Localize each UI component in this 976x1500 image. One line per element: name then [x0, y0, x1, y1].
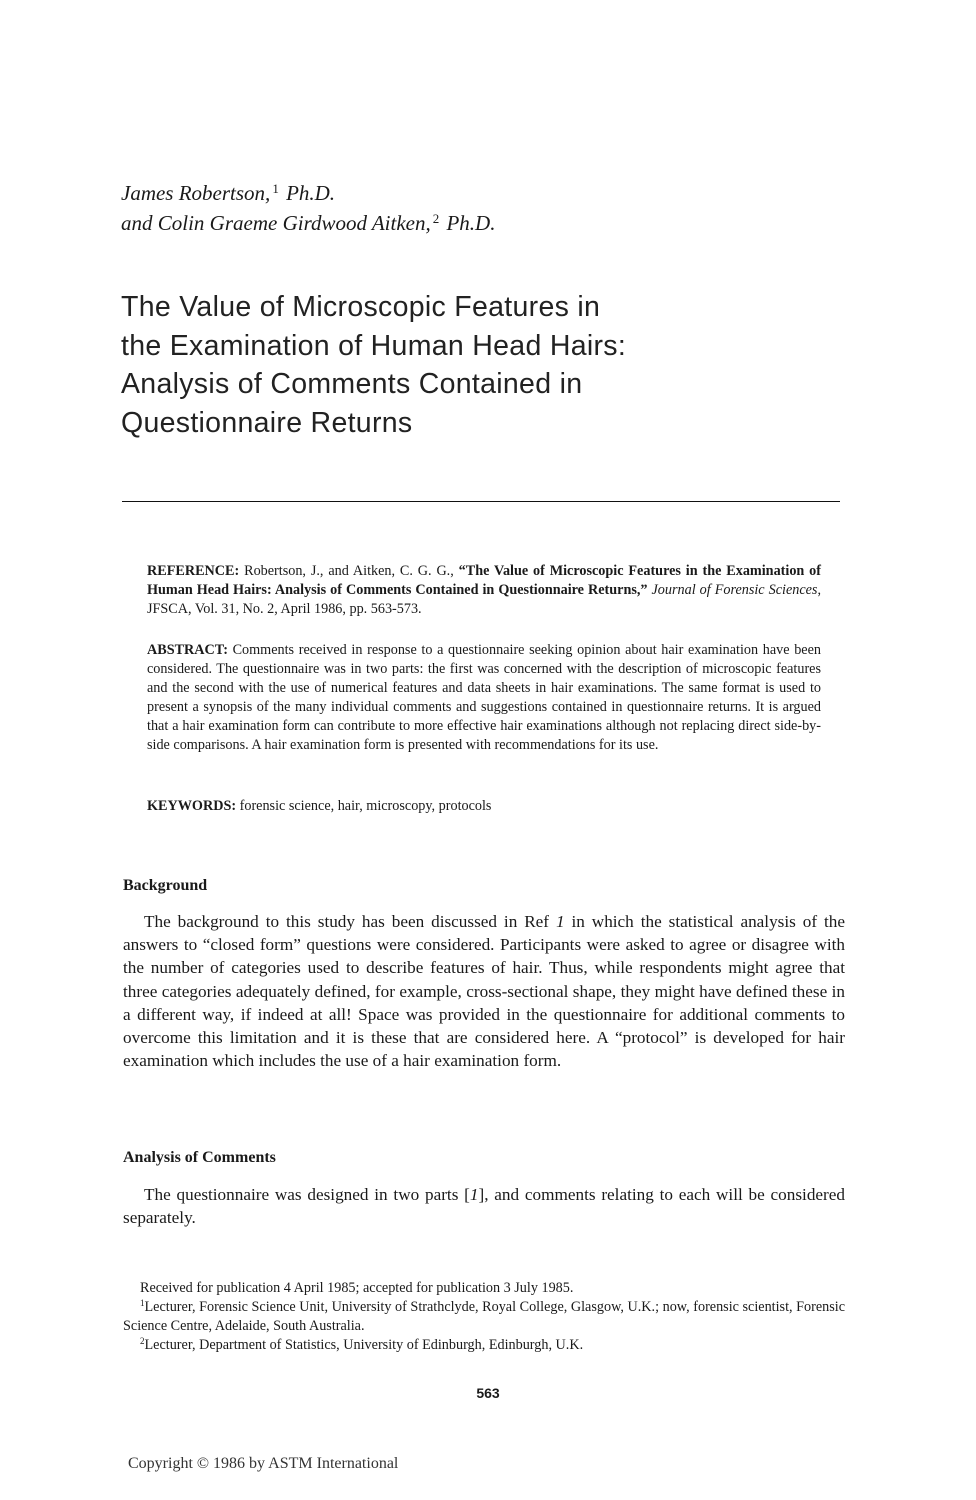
footnote-2-text: Lecturer, Department of Statistics, University of Edinburgh, Edinburgh, U.K. [144, 1337, 584, 1353]
background-section [123, 910, 845, 1072]
footnote-2-mark: 2 [140, 1336, 145, 1346]
author-degree-2: Ph.D. [446, 211, 496, 235]
analysis-text-start: The questionnaire was designed in two parts [ [144, 1185, 470, 1204]
reference-block [147, 562, 821, 619]
reference-authors: Robertson, J., and Aitken, C. G. G., [239, 563, 459, 579]
reference-article-title: “The Value of Microscopic Features in the Examination of Human Head Hairs: Analysis of Comments Contained in Questionnaire Returns,” [147, 563, 821, 598]
author-name-1: James Robertson, [121, 181, 271, 205]
abstract-label: ABSTRACT: [147, 642, 228, 658]
analysis-text-end: ], and comments relating to each will be considered separately. [123, 1185, 845, 1228]
background-paragraph [123, 910, 845, 1072]
copyright-notice: Copyright © 1986 by ASTM International [128, 1455, 399, 1472]
keywords-block [147, 797, 821, 816]
abstract-text: Comments received in response to a questionnaire seeking opinion about hair examination have been considered. The questionnaire was in two parts: the first was concerned with the description of microscopic features and the second with the use of numerical features and data sheets in hair examinations. The same format is used to present a synopsis of the many individual comments and suggestions contained in questionnaire returns. It is argued that a hair examination form can contribute to more effective hair examinations although not replacing direct side-by-side comparisons. A hair examination form is presented with recommendations for its use. [147, 642, 821, 753]
author-degree-1: Ph.D. [286, 181, 336, 205]
reference-citation: , JFSCA, Vol. 31, No. 2, April 1986, pp. 563-573. [147, 582, 821, 617]
author-line-1 [121, 178, 495, 208]
author-name-2: and Colin Graeme Girdwood Aitken, [121, 211, 431, 235]
footnote-1-text: Lecturer, Forensic Science Unit, University of Strathclyde, Royal College, Glasgow, U.K.; now, forensic scientist, Forensic Science Centre, Adelaide, South Australia. [123, 1299, 845, 1334]
author-footnote-mark-1: 1 [272, 181, 279, 196]
title-divider [122, 501, 840, 502]
author-list [121, 178, 495, 238]
title-line-1: The Value of Microscopic Features in [121, 291, 601, 323]
reference-label: REFERENCE: [147, 563, 240, 579]
analysis-paragraph [123, 1183, 845, 1229]
article-title [121, 288, 741, 442]
author-line-2 [121, 208, 495, 238]
background-text-start: The background to this study has been discussed in Ref [144, 912, 556, 931]
background-text-end: in which the statistical analysis of the answers to “closed form” questions were considered. Participants were asked to agree or disagree with the number of categories used to describe features of hair. Thus, while respondents might agree that three categories adequately defined, for example, cross-sectional shape, they might have defined these in a different way, if indeed at all! Space was provided in the questionnaire for additional comments to overcome this limitation and it is these that are considered here. A “protocol” is developed for hair examination which includes the use of a hair examination form. [123, 912, 845, 1071]
section-heading-background: Background [123, 877, 208, 894]
title-line-2: the Examination of Human Head Hairs: [121, 329, 627, 362]
title-line-3: Analysis of Comments Contained in [121, 368, 583, 400]
background-reference-link[interactable]: 1 [555, 912, 565, 931]
footnote-1-mark: 1 [140, 1298, 145, 1308]
keywords-text: forensic science, hair, microscopy, protocols [236, 798, 492, 814]
author-footnote-mark-2: 2 [432, 211, 440, 226]
keywords-label: KEYWORDS: [147, 798, 237, 814]
footnote-2 [123, 1336, 845, 1355]
footnote-1 [123, 1298, 845, 1336]
footnotes [123, 1279, 845, 1355]
analysis-reference-link[interactable]: 1 [469, 1185, 479, 1204]
abstract-block [147, 641, 821, 755]
page-number: 563 [476, 1385, 500, 1401]
analysis-section [123, 1183, 845, 1229]
reference-journal: Journal of Forensic Sciences [647, 582, 818, 598]
footnote-received: Received for publication 4 April 1985; accepted for publication 3 July 1985. [140, 1280, 574, 1296]
title-line-4: Questionnaire Returns [121, 406, 413, 439]
section-heading-analysis: Analysis of Comments [123, 1149, 276, 1166]
